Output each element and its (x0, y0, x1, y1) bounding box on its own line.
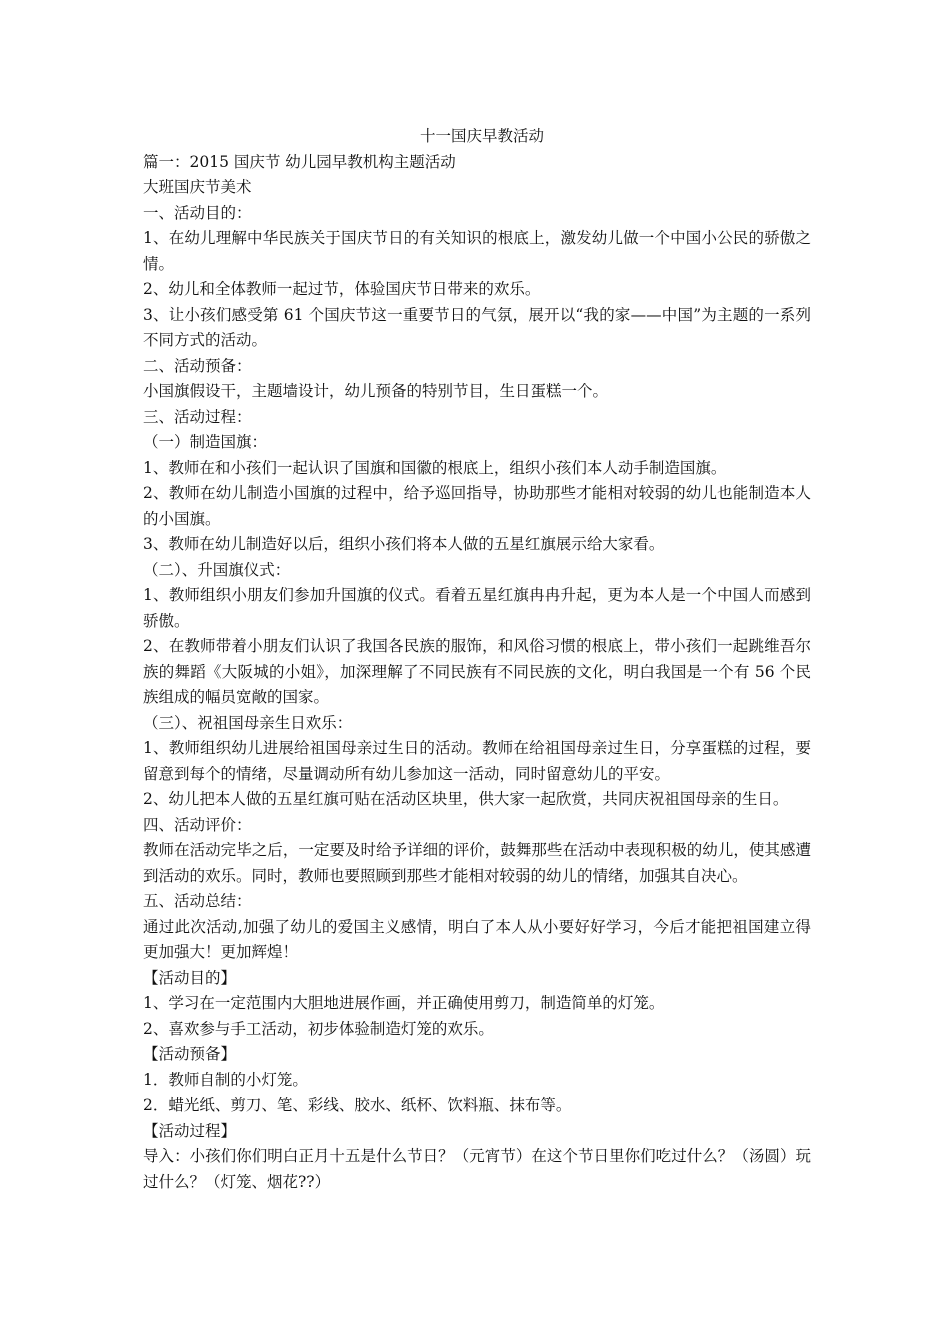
paragraph-22: 五、活动总结： (143, 892, 252, 910)
paragraph-7: 二、活动预备： (143, 356, 252, 375)
paragraph-8: 小国旗假设干，主题墙设计，幼儿预备的特别节目，生日蛋糕一个。 (143, 382, 609, 400)
paragraph-14: （二）、升国旗仪式： (143, 560, 291, 579)
paragraph-15: 1、教师组织小朋友们参加升国旗的仪式。看着五星红旗冉冉升起，更为本人是一个中国人而感到骄傲。 (143, 586, 811, 630)
document-title: 十一国庆早教活动 (419, 127, 544, 145)
paragraph-29: 2．蜡光纸、剪刀、笔、彩线、胶水、纸杯、饮料瓶、抹布等。 (143, 1096, 572, 1114)
paragraph-21: 教师在活动完毕之后，一定要及时给予详细的评价，鼓舞那些在活动中表现积极的幼儿，使其感遭到活动的欢乐。同时，教师也要照顾到那些才能相对较弱的幼儿的情绪，加强其自决心。 (143, 841, 811, 885)
paragraph-12: 2、教师在幼儿制造小国旗的过程中，给予巡回指导，协助那些才能相对较弱的幼儿也能制造本人的小国旗。 (143, 484, 811, 528)
paragraph-4: 1、在幼儿理解中华民族关于国庆节日的有关知识的根底上，激发幼儿做一个中国小公民的骄傲之情。 (143, 229, 811, 273)
paragraph-28: 1．教师自制的小灯笼。 (143, 1070, 308, 1089)
paragraph-31: 导入：小孩们你们明白正月十五是什么节日？（元宵节）在这个节日里你们吃过什么？（汤圆）玩过什么？（灯笼、烟花??） (143, 1147, 811, 1191)
paragraph-25: 1、学习在一定范围内大胆地进展作画，并正确使用剪刀，制造简单的灯笼。 (143, 994, 665, 1012)
paragraph-6: 3、让小孩们感受第 61 个国庆节这一重要节日的气氛，展开以“我的家——中国”为主题的一系列不同方式的活动。 (143, 305, 811, 349)
document-body (143, 124, 811, 1195)
paragraph-19: 2、幼儿把本人做的五星红旗可贴在活动区块里，供大家一起欣赏，共同庆祝祖国母亲的生日。 (143, 790, 789, 808)
paragraph-20: 四、活动评价： (143, 815, 252, 834)
paragraph-27: 【活动预备】 (143, 1045, 237, 1063)
paragraph-13: 3、教师在幼儿制造好以后，组织小孩们将本人做的五星红旗展示给大家看。 (143, 535, 665, 553)
paragraph-24: 【活动目的】 (143, 968, 237, 987)
paragraph-11: 1、教师在和小孩们一起认识了国旗和国徽的根底上，组织小孩们本人动手制造国旗。 (143, 458, 727, 477)
paragraph-17: （三）、祝祖国母亲生日欢乐： (143, 713, 353, 732)
paragraph-2: 大班国庆节美术 (143, 178, 252, 196)
paragraph-1: 篇一：2015 国庆节 幼儿园早教机构主题活动 (143, 152, 456, 171)
paragraph-3: 一、活动目的： (143, 203, 252, 222)
paragraph-9: 三、活动过程： (143, 407, 252, 426)
paragraph-18: 1、教师组织幼儿进展给祖国母亲过生日的活动。教师在给祖国母亲过生日，分享蛋糕的过程，要留意到每个的情绪，尽量调动所有幼儿参加这一活动，同时留意幼儿的平安。 (143, 739, 811, 783)
paragraph-10: （一）制造国旗： (143, 433, 268, 451)
paragraph-16: 2、在教师带着小朋友们认识了我国各民族的服饰，和风俗习惯的根底上，带小孩们一起跳维吾尔族的舞蹈《大阪城的小姐》，加深理解了不同民族有不同民族的文化，明白我国是一个有 56 个民族组成的幅员宽敞的国家。 (143, 637, 811, 706)
paragraph-30: 【活动过程】 (143, 1121, 237, 1140)
paragraph-26: 2、喜欢参与手工活动，初步体验制造灯笼的欢乐。 (143, 1019, 494, 1038)
paragraph-5: 2、幼儿和全体教师一起过节，体验国庆节日带来的欢乐。 (143, 280, 541, 298)
paragraph-23: 通过此次活动,加强了幼儿的爱国主义感情，明白了本人从小要好好学习，今后才能把祖国建立得更加强大！更加辉煌！ (143, 917, 811, 961)
